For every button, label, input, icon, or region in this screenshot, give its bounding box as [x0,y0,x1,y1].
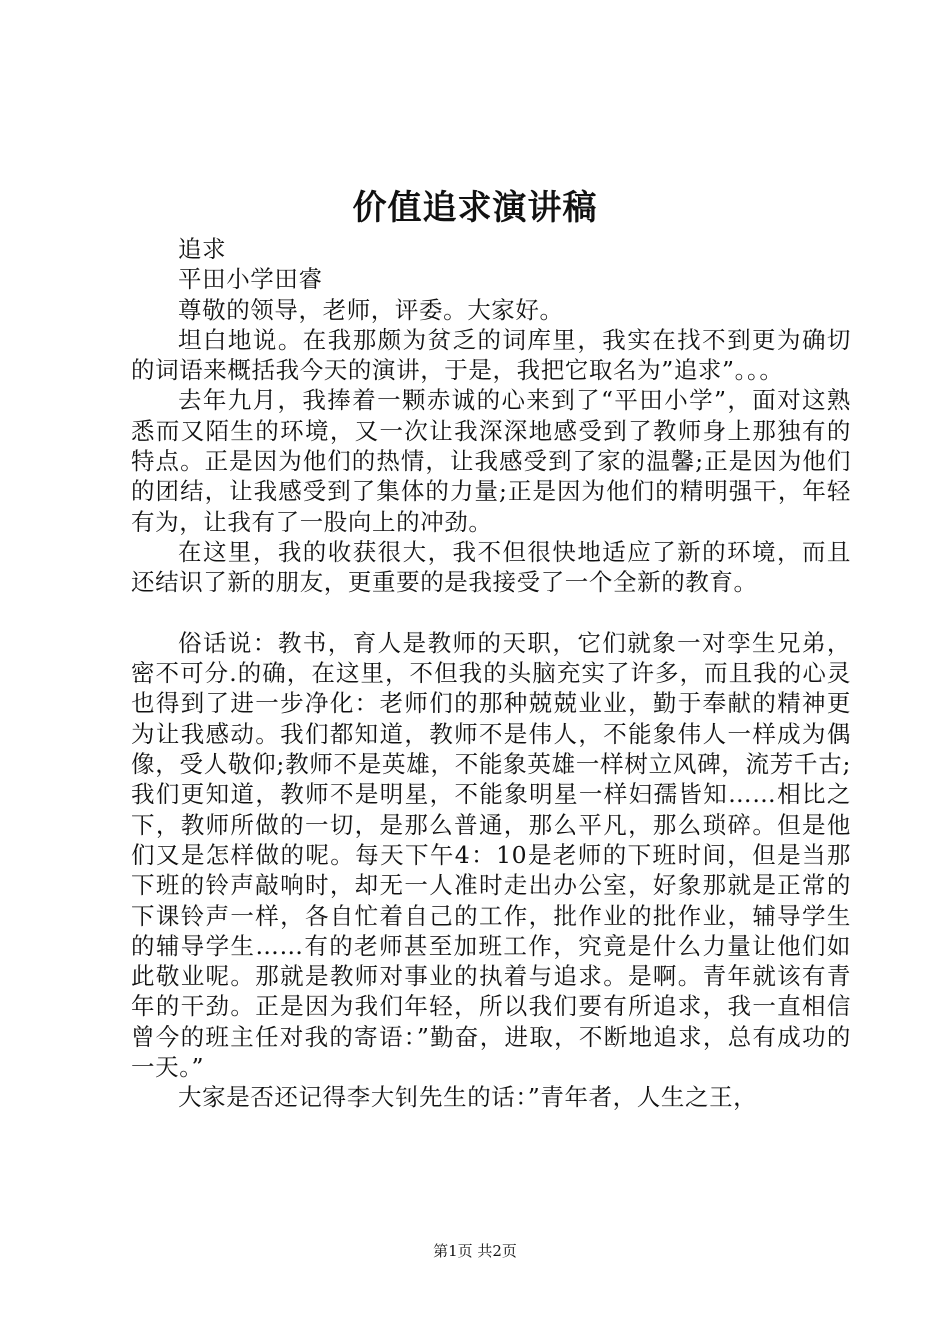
paragraph-intro: 坦白地说。在我那颇为贫乏的词库里，我实在找不到更为确切的词语来概括我今天的演讲，于是，我把它取名为”追求”。。。 [131,325,851,385]
paragraph-greeting: 尊敬的领导，老师，评委。大家好。 [178,295,564,324]
paragraph-li-dazhao: 大家是否还记得李大钊先生的话：”青年者，人生之王， [178,1083,758,1112]
document-title: 价值追求演讲稿 [352,188,598,228]
document-body [131,234,851,1113]
paragraph-author: 平田小学田睿 [178,265,323,294]
paragraph-saying: 俗话说：教书，育人是教师的天职，它们就象一对孪生兄弟，密不可分.的确，在这里，不但我的头脑充实了许多，而且我的心灵也得到了进一步净化：老师们的那种兢兢业业，勤于奉献的精神更为让我感动。我们都知道，教师不是伟人，不能象伟人一样成为偶像，受人敬仰;教师不是英雄，不能象英雄一样树立风碑，流芳千古;我们更知道，教师不是明星，不能象明星一样妇孺皆知……相比之下，教师所做的一切，是那么普通，那么平凡，那么琐碎。但是他们又是怎样做的呢。每天下午4：10是老师的下班时间，但是当那下班的铃声敲响时，却无一人准时走出办公室，好象那就是正常的下课铃声一样，各自忙着自己的工作，批作业的批作业，辅导学生的辅导学生……有的老师甚至加班工作，究竟是什么力量让他们如此敬业呢。那就是教师对事业的执着与追求。是啊。青年就该有青年的干劲。正是因为我们年轻，所以我们要有所追求，我一直相信曾今的班主任对我的寄语：”勤奋，进取，不断地追求，总有成功的一天。” [131,628,851,1082]
page-footer: 第1页 共2页 [433,1242,517,1260]
paragraph-spacer [131,598,851,628]
paragraph-last-september: 去年九月，我捧着一颗赤诚的心来到了“平田小学”，面对这熟悉而又陌生的环境，又一次让我深深地感受到了教师身上那独有的特点。正是因为他们的热情，让我感受到了家的温馨;正是因为他们的团结，让我感受到了集体的力量;正是因为他们的精明强干，年轻有为，让我有了一股向上的冲劲。 [131,386,851,536]
paragraph-gains: 在这里，我的收获很大，我不但很快地适应了新的环境，而且还结识了新的朋友，更重要的是我接受了一个全新的教育。 [131,537,851,597]
paragraph-heading-pursuit: 追求 [178,235,227,263]
